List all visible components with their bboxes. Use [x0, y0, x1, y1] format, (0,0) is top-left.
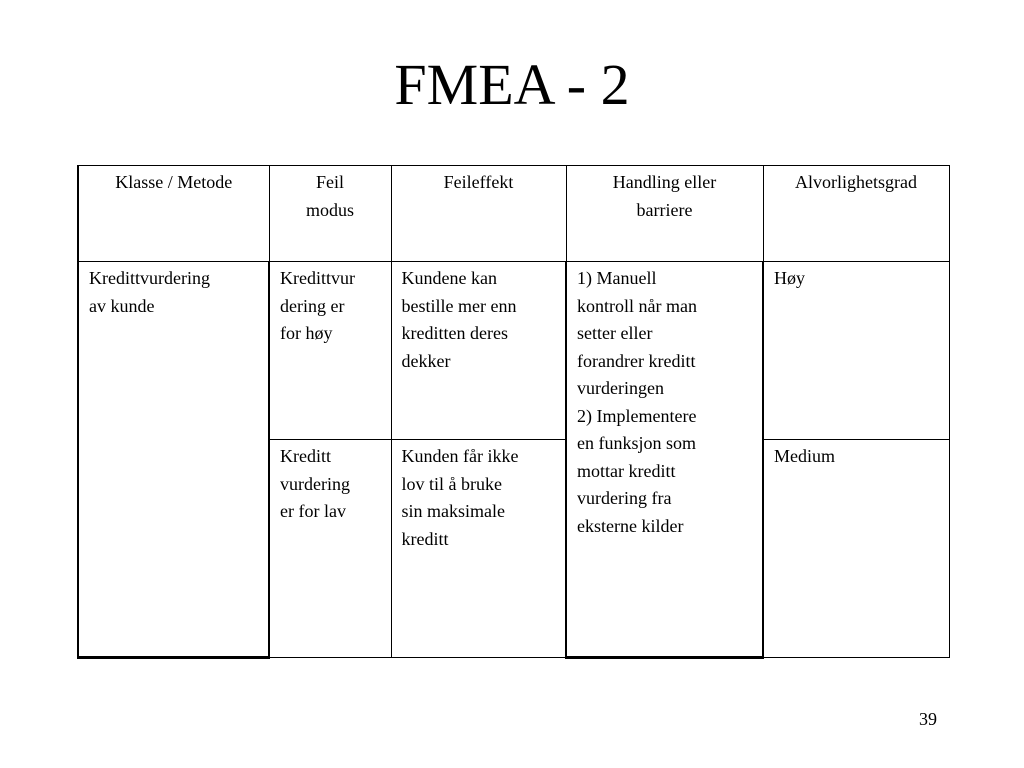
severity-cell: Medium	[763, 440, 949, 658]
action-barrier-cell: 1) Manuell kontroll når man setter eller forandrer kreditt vurderingen 2) Implementere en funksjon som mottar kreditt vurdering fra eksterne kilder	[566, 262, 763, 658]
header-cell-class-method: Klasse / Metode	[78, 166, 269, 262]
failure-effect-cell: Kunden får ikke lov til å bruke sin maksimale kreditt	[391, 440, 566, 658]
slide-title: FMEA - 2	[394, 52, 630, 117]
severity-cell: Høy	[763, 262, 949, 440]
method-cell: Kredittvurdering av kunde	[78, 262, 269, 658]
header-cell-failure-mode: Feil modus	[269, 166, 391, 262]
failure-mode-cell: Kreditt vurdering er for lav	[269, 440, 391, 658]
table-row	[78, 262, 949, 440]
header-cell-severity: Alvorlighetsgrad	[763, 166, 949, 262]
page-number: 39	[919, 709, 937, 729]
fmea-table	[77, 165, 950, 659]
header-cell-action-barrier: Handling eller barriere	[566, 166, 763, 262]
header-cell-failure-effect: Feileffekt	[391, 166, 566, 262]
failure-mode-cell: Kredittvur dering er for høy	[269, 262, 391, 440]
failure-effect-cell: Kundene kan bestille mer enn kreditten deres dekker	[391, 262, 566, 440]
table-header-row	[78, 166, 949, 262]
